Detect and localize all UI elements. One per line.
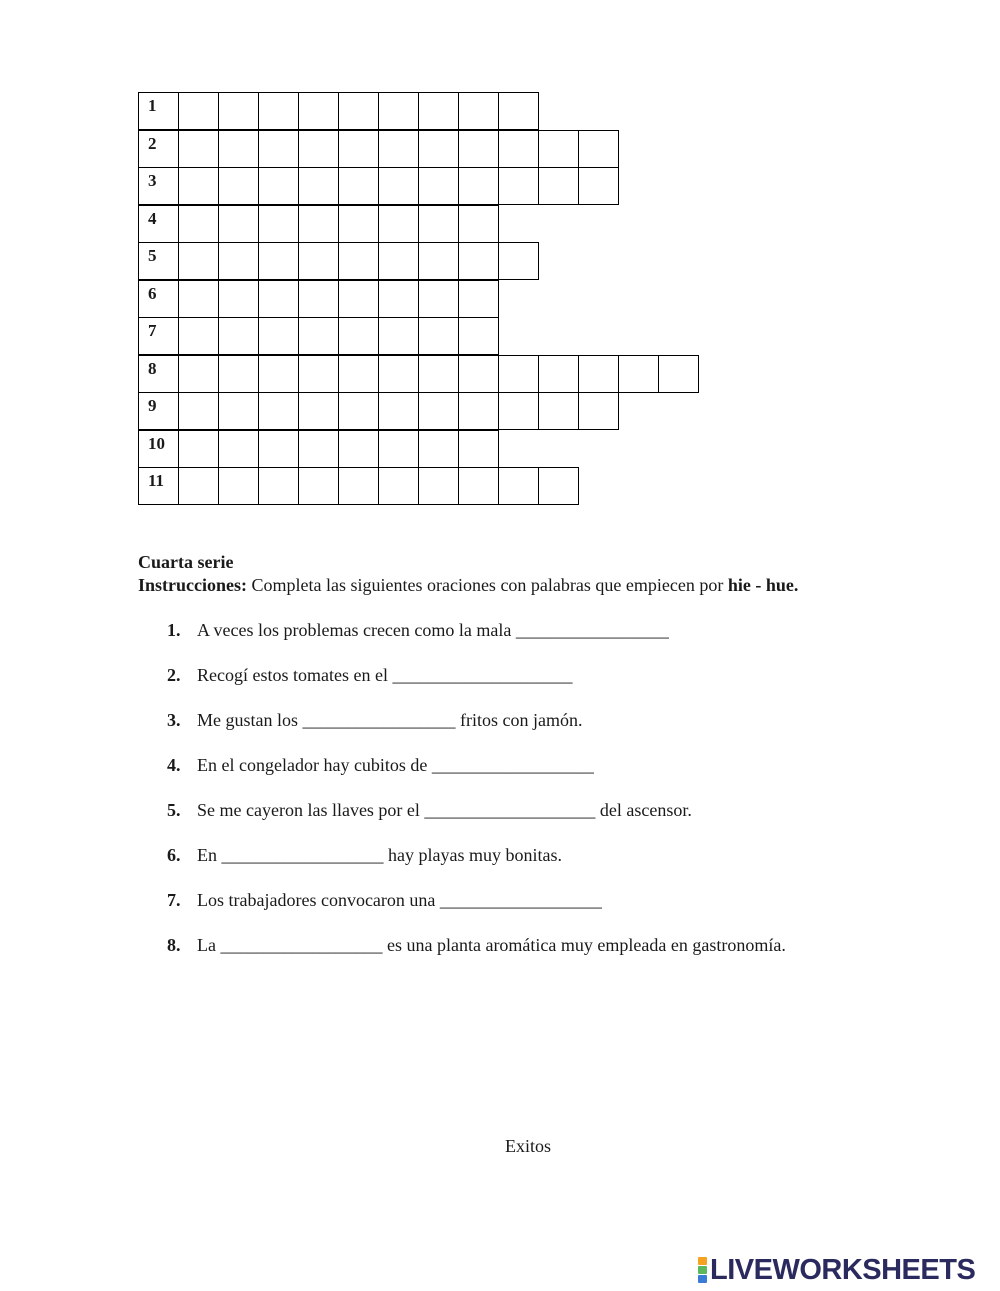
crossword-cell[interactable] [258,392,299,430]
logo-block-icon [698,1257,707,1265]
crossword-cell[interactable] [258,355,299,393]
crossword-cell[interactable] [458,167,499,205]
crossword-row-number: 11 [148,471,165,490]
crossword-cell[interactable] [458,205,499,243]
section-title: Cuarta serie [138,552,234,572]
crossword-cell[interactable] [218,392,259,430]
crossword-row-number: 1 [148,96,157,115]
crossword-row-number: 6 [148,283,157,303]
crossword-cell[interactable] [378,167,419,205]
item-text: La __________________ es una planta aromática muy empleada en gastronomía. [197,935,786,955]
crossword-cell[interactable] [338,130,379,168]
crossword-cell[interactable] [418,205,459,243]
crossword-cell[interactable] [538,167,579,205]
crossword-cell[interactable] [298,467,339,505]
crossword-cell[interactable] [458,92,499,130]
crossword-cell[interactable] [178,392,219,430]
crossword-cell[interactable] [258,92,299,130]
crossword-cell[interactable] [298,355,339,393]
crossword-cell[interactable] [538,467,579,505]
crossword-cell[interactable] [458,392,499,430]
crossword-cell[interactable] [178,280,219,318]
crossword-cell[interactable] [258,167,299,205]
crossword-cell[interactable] [458,355,499,393]
crossword-row-number: 2 [148,133,157,153]
crossword-cell[interactable] [338,430,379,468]
crossword-cell[interactable] [218,130,259,168]
crossword-cell[interactable] [458,467,499,505]
item-number: 2. [167,665,181,685]
instructions-label: Instrucciones: [138,575,247,595]
item-text: En __________________ hay playas muy bonitas. [197,845,562,865]
crossword-cell[interactable] [258,467,299,505]
crossword-cell[interactable] [658,355,699,393]
crossword-cell[interactable] [338,205,379,243]
crossword-cell[interactable] [498,392,539,430]
crossword-cell[interactable] [418,242,459,280]
crossword-cell[interactable] [418,467,459,505]
list-item [167,800,692,821]
crossword-cell[interactable] [178,167,219,205]
crossword-cell[interactable] [178,430,219,468]
crossword-cell[interactable] [258,430,299,468]
crossword-cell[interactable] [298,280,339,318]
list-item [167,935,786,956]
crossword-cell[interactable] [338,167,379,205]
logo-block-icon [698,1275,707,1283]
list-item [167,890,602,911]
logo-mark-icon [698,1257,707,1283]
crossword-cell[interactable] [298,205,339,243]
crossword-cell[interactable] [298,430,339,468]
list-item [167,845,562,866]
crossword-cell[interactable] [578,355,619,393]
crossword-cell[interactable] [578,392,619,430]
crossword-cell[interactable] [378,130,419,168]
liveworksheets-logo [698,1254,975,1286]
crossword-cell[interactable] [218,317,259,355]
crossword-cell[interactable] [258,205,299,243]
footer-text: Exitos [504,1136,551,1156]
crossword-cell[interactable] [458,242,499,280]
item-text: Se me cayeron las llaves por el ___________________ del ascensor. [197,800,692,820]
crossword-cell[interactable] [298,317,339,355]
instructions-text: Completa las siguientes oraciones con palabras que empiecen por [247,575,728,595]
crossword-cell[interactable] [258,242,299,280]
crossword-cell[interactable] [378,205,419,243]
crossword-cell[interactable] [218,167,259,205]
crossword-cell[interactable] [298,92,339,130]
crossword-cell[interactable] [378,317,419,355]
instructions [138,575,798,596]
crossword-cell[interactable] [298,242,339,280]
crossword-cell[interactable] [218,205,259,243]
instructions-bold: hie - hue. [727,575,799,595]
list-item [167,755,594,776]
crossword-cell[interactable] [378,392,419,430]
item-text: Me gustan los _________________ fritos con jamón. [197,710,583,730]
crossword-cell[interactable] [378,280,419,318]
item-number: 4. [167,755,181,775]
item-number: 7. [167,890,181,910]
crossword-cell[interactable] [418,92,459,130]
crossword-number-cell[interactable] [138,467,179,505]
crossword-cell[interactable] [378,355,419,393]
crossword-number-cell[interactable] [138,280,179,318]
crossword-cell[interactable] [218,242,259,280]
crossword-number-cell[interactable] [138,167,179,205]
crossword-cell[interactable] [258,130,299,168]
crossword-cell[interactable] [498,355,539,393]
crossword-number-cell[interactable] [138,205,179,243]
crossword-cell[interactable] [178,467,219,505]
item-number: 1. [167,620,181,640]
logo-block-icon [698,1266,707,1274]
crossword-cell[interactable] [338,242,379,280]
crossword-cell[interactable] [498,167,539,205]
crossword-row-number: 10 [148,433,165,453]
crossword-number-cell[interactable] [138,242,179,280]
crossword-number-cell[interactable] [138,317,179,355]
list-item [167,620,669,641]
crossword-cell[interactable] [178,205,219,243]
crossword-cell[interactable] [338,280,379,318]
crossword-cell[interactable] [458,430,499,468]
crossword-cell[interactable] [538,130,579,168]
crossword-cell[interactable] [618,355,659,393]
crossword-number-cell[interactable] [138,130,179,168]
item-text: Recogí estos tomates en el ____________________ [197,665,573,685]
crossword-cell[interactable] [338,355,379,393]
crossword-cell[interactable] [418,355,459,393]
crossword-row-number: 7 [148,321,157,340]
crossword-cell[interactable] [538,392,579,430]
logo-text: LIVEWORKSHEETS [710,1253,976,1286]
crossword-grid [138,92,708,512]
crossword-cell[interactable] [498,92,539,130]
crossword-cell[interactable] [418,280,459,318]
item-number: 8. [167,935,181,955]
crossword-number-cell[interactable] [138,355,179,393]
crossword-cell[interactable] [498,467,539,505]
crossword-cell[interactable] [178,242,219,280]
crossword-cell[interactable] [178,92,219,130]
crossword-cell[interactable] [418,392,459,430]
item-text: En el congelador hay cubitos de __________________ [197,755,594,775]
crossword-cell[interactable] [578,130,619,168]
item-number: 6. [167,845,181,865]
crossword-row-number: 9 [148,396,157,415]
crossword-cell[interactable] [258,317,299,355]
crossword-cell[interactable] [378,242,419,280]
crossword-cell[interactable] [378,92,419,130]
crossword-row-number: 8 [148,358,157,378]
crossword-cell[interactable] [578,167,619,205]
crossword-cell[interactable] [498,130,539,168]
item-text: Los trabajadores convocaron una __________________ [197,890,602,910]
crossword-cell[interactable] [178,130,219,168]
item-text: A veces los problemas crecen como la mala _________________ [197,620,669,640]
item-number: 3. [167,710,181,730]
crossword-row-number: 4 [148,208,157,228]
crossword-cell[interactable] [458,317,499,355]
crossword-cell[interactable] [178,317,219,355]
crossword-cell[interactable] [258,280,299,318]
crossword-cell[interactable] [338,92,379,130]
crossword-cell[interactable] [458,130,499,168]
crossword-cell[interactable] [418,130,459,168]
crossword-cell[interactable] [218,280,259,318]
crossword-row-number: 3 [148,171,157,190]
crossword-cell[interactable] [338,392,379,430]
crossword-cell[interactable] [418,430,459,468]
crossword-cell[interactable] [338,467,379,505]
crossword-cell[interactable] [218,467,259,505]
crossword-cell[interactable] [218,430,259,468]
crossword-number-cell[interactable] [138,92,179,130]
list-item [167,710,582,731]
crossword-cell[interactable] [378,430,419,468]
crossword-row-number: 5 [148,246,157,265]
crossword-cell[interactable] [418,317,459,355]
crossword-cell[interactable] [538,355,579,393]
crossword-cell[interactable] [218,355,259,393]
crossword-cell[interactable] [298,130,339,168]
crossword-cell[interactable] [338,317,379,355]
crossword-cell[interactable] [498,242,539,280]
crossword-number-cell[interactable] [138,430,179,468]
crossword-cell[interactable] [218,92,259,130]
crossword-number-cell[interactable] [138,392,179,430]
crossword-cell[interactable] [418,167,459,205]
crossword-cell[interactable] [178,355,219,393]
crossword-cell[interactable] [298,167,339,205]
crossword-cell[interactable] [298,392,339,430]
list-item [167,665,572,686]
item-number: 5. [167,800,181,820]
crossword-cell[interactable] [378,467,419,505]
crossword-cell[interactable] [458,280,499,318]
